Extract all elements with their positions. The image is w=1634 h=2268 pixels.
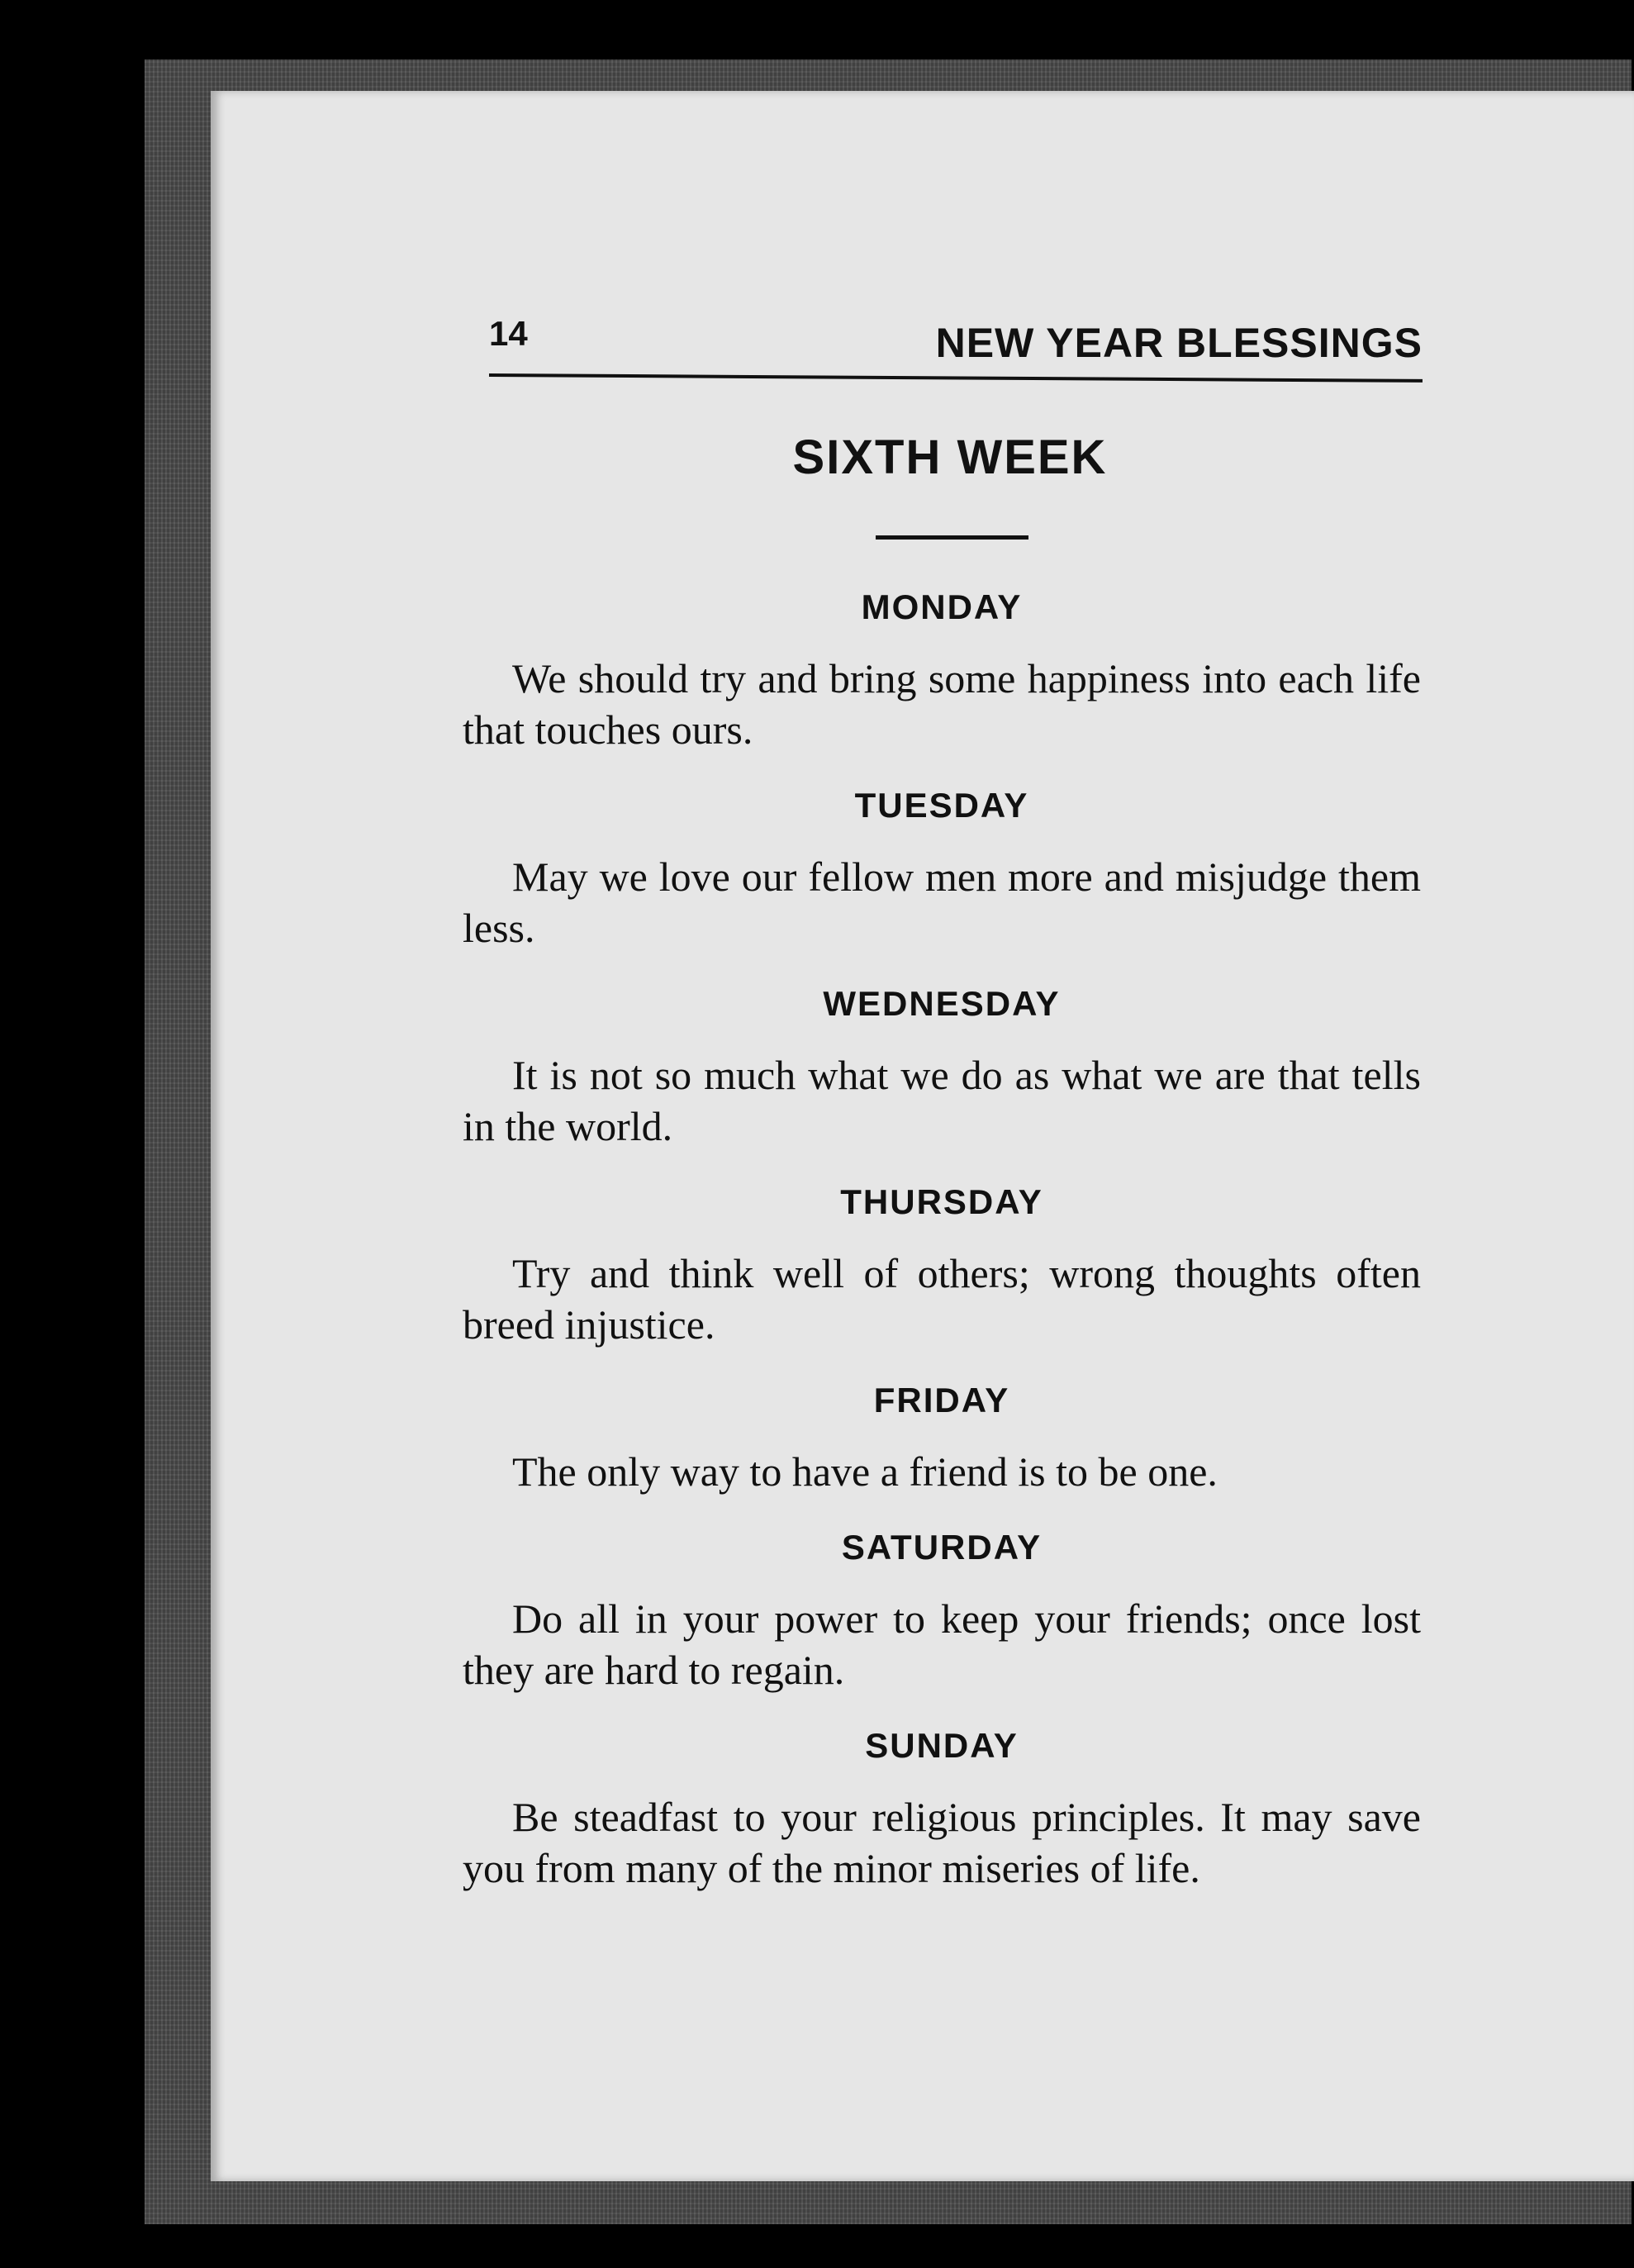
- day-heading: THURSDAY: [840, 1182, 1043, 1221]
- entry-monday: [463, 578, 1421, 755]
- entry-saturday: [463, 1519, 1421, 1695]
- blessing-text: Be steadfast to your religious principles. It may save you from many of the minor miseries of life.: [463, 1794, 1421, 1891]
- blessing-text: The only way to have a friend is to be one.: [512, 1448, 1218, 1495]
- day-heading: WEDNESDAY: [823, 984, 1061, 1023]
- page-number: 14: [489, 314, 528, 353]
- day-heading: TUESDAY: [854, 786, 1029, 825]
- entry-friday: [463, 1372, 1421, 1497]
- blessing-text: Do all in your power to keep your friends; once lost they are hard to regain.: [463, 1595, 1421, 1693]
- entry-thursday: [463, 1173, 1421, 1350]
- week-title: SIXTH WEEK: [792, 430, 1108, 484]
- blessing-list: [463, 578, 1421, 1915]
- page-header: [489, 314, 1423, 388]
- day-heading: SATURDAY: [841, 1528, 1043, 1567]
- day-heading: SUNDAY: [865, 1726, 1019, 1765]
- blessing-text: It is not so much what we do as what we are that tells in the world.: [463, 1052, 1421, 1149]
- entry-wednesday: [463, 975, 1421, 1152]
- day-heading: MONDAY: [861, 587, 1023, 626]
- entry-tuesday: [463, 777, 1421, 953]
- day-heading: FRIDAY: [873, 1381, 1010, 1419]
- blessing-text: We should try and bring some happiness into each life that touches ours.: [463, 655, 1421, 753]
- running-title: NEW YEAR BLESSINGS: [935, 320, 1423, 366]
- title-divider: [876, 535, 1028, 540]
- blessing-text: Try and think well of others; wrong thoughts often breed injustice.: [463, 1250, 1421, 1348]
- entry-sunday: [463, 1717, 1421, 1894]
- header-rule: [489, 373, 1423, 383]
- blessing-text: May we love our fellow men more and misjudge them less.: [463, 853, 1421, 951]
